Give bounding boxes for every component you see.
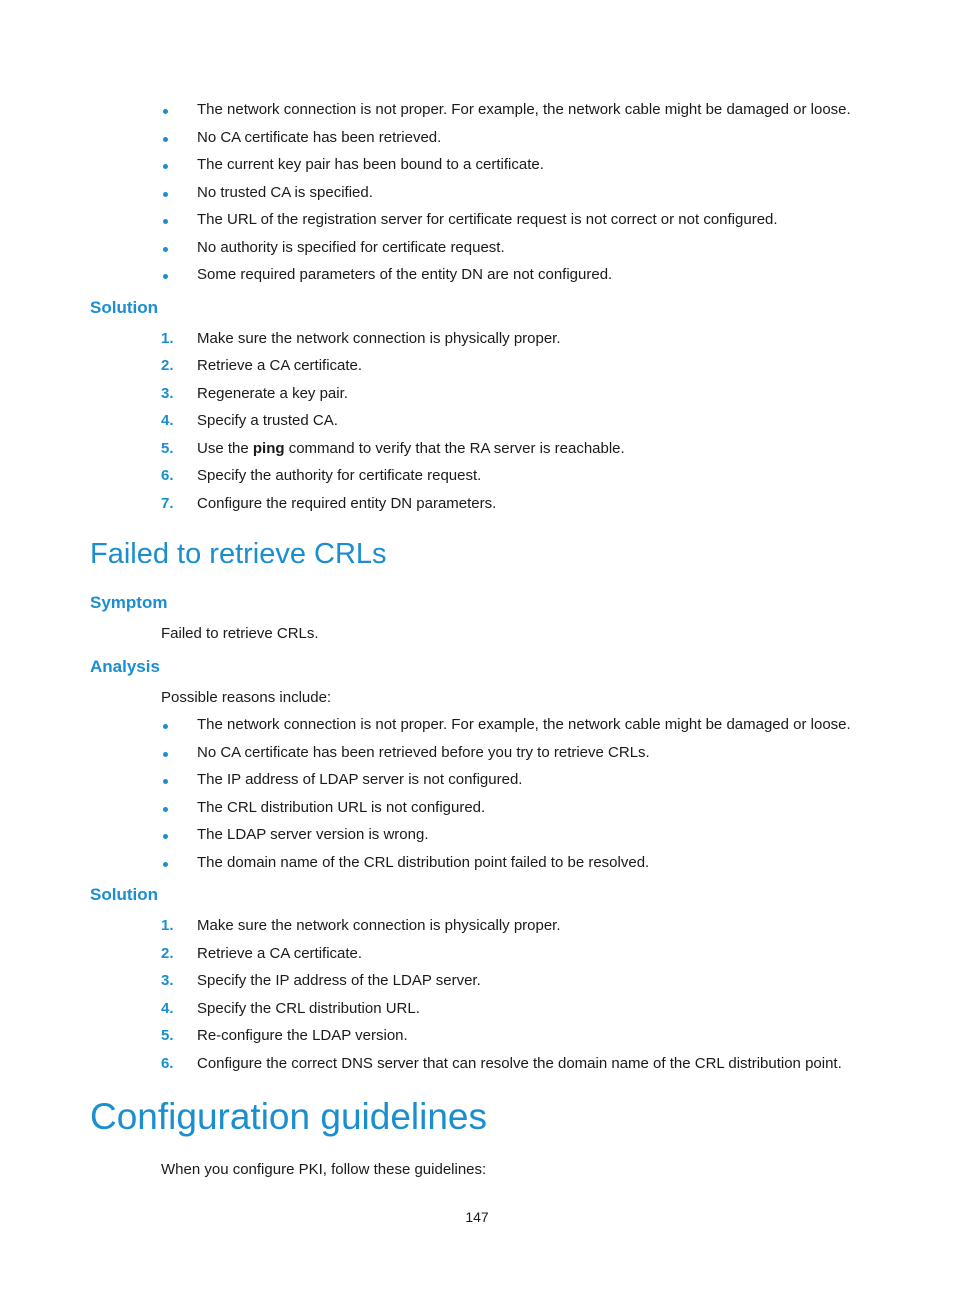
list-item: Retrieve a CA certificate. [197,945,363,962]
page-number: 147 [465,1209,489,1225]
list-item: The current key pair has been bound to a certificate. [197,156,544,173]
analysis-heading: Analysis [90,657,160,676]
list-item: No trusted CA is specified. [197,184,373,201]
bullet-icon [163,807,168,812]
step-number: 1. [161,917,174,934]
bullet-icon [163,752,168,757]
bullet-icon [163,862,168,867]
bullet-icon [163,192,168,197]
bullet-icon [163,274,168,279]
chapter-title: Configuration guidelines [90,1096,487,1137]
analysis-intro: Possible reasons include: [161,689,332,706]
solution-heading: Solution [90,298,158,317]
step-number: 5. [161,440,174,457]
bullet-icon [163,779,168,784]
section-title: Failed to retrieve CRLs [90,538,387,570]
symptom-heading: Symptom [90,593,168,612]
solution-heading: Solution [90,885,158,904]
guidelines-intro: When you configure PKI, follow these guidelines: [161,1161,487,1178]
list-item: Specify the authority for certificate request. [197,467,482,484]
bullet-icon [163,219,168,224]
list-item: Some required parameters of the entity DN are not configured. [197,266,613,283]
list-item: Make sure the network connection is physically proper. [197,330,561,347]
list-item: Specify a trusted CA. [197,412,338,429]
bullet-icon [163,164,168,169]
step-text: Use the [197,440,253,457]
list-item: No CA certificate has been retrieved. [197,129,442,146]
list-item: The network connection is not proper. For example, the network cable might be damaged or loose. [197,101,851,118]
list-item: No CA certificate has been retrieved before you try to retrieve CRLs. [197,744,650,761]
list-item: The URL of the registration server for certificate request is not correct or not configured. [197,211,778,228]
symptom-text: Failed to retrieve CRLs. [161,625,319,642]
step-number: 7. [161,495,174,512]
list-item: Specify the IP address of the LDAP server. [197,972,481,989]
step-number: 2. [161,357,174,374]
step-number: 6. [161,1055,174,1072]
step-text: command to verify that the RA server is reachable. [284,440,625,457]
list-item: The LDAP server version is wrong. [197,826,429,843]
list-item: No authority is specified for certificate request. [197,239,505,256]
list-item: Re-configure the LDAP version. [197,1027,408,1044]
step-number: 5. [161,1027,174,1044]
list-item: Configure the required entity DN parameters. [197,495,497,512]
list-item: The domain name of the CRL distribution point failed to be resolved. [197,854,650,871]
step-number: 2. [161,945,174,962]
ping-command: ping [252,440,285,457]
bullet-icon [163,834,168,839]
list-item: Specify the CRL distribution URL. [197,1000,420,1017]
step-number: 1. [161,330,174,347]
list-item: The CRL distribution URL is not configured. [197,799,486,816]
bullet-icon [163,724,168,729]
list-item [197,439,625,459]
bullet-icon [163,247,168,252]
list-item: Configure the correct DNS server that can resolve the domain name of the CRL distribution point. [197,1055,842,1072]
step-number: 3. [161,385,174,402]
bullet-icon [163,137,168,142]
list-item: The IP address of LDAP server is not configured. [197,771,523,788]
bullet-icon [163,109,168,114]
list-item: Retrieve a CA certificate. [197,357,363,374]
step-number: 4. [161,1000,174,1017]
list-item: The network connection is not proper. For example, the network cable might be damaged or loose. [197,716,851,733]
step-number: 6. [161,467,174,484]
step-number: 3. [161,972,174,989]
list-item: Regenerate a key pair. [197,385,348,402]
list-item: Make sure the network connection is physically proper. [197,917,561,934]
step-number: 4. [161,412,174,429]
